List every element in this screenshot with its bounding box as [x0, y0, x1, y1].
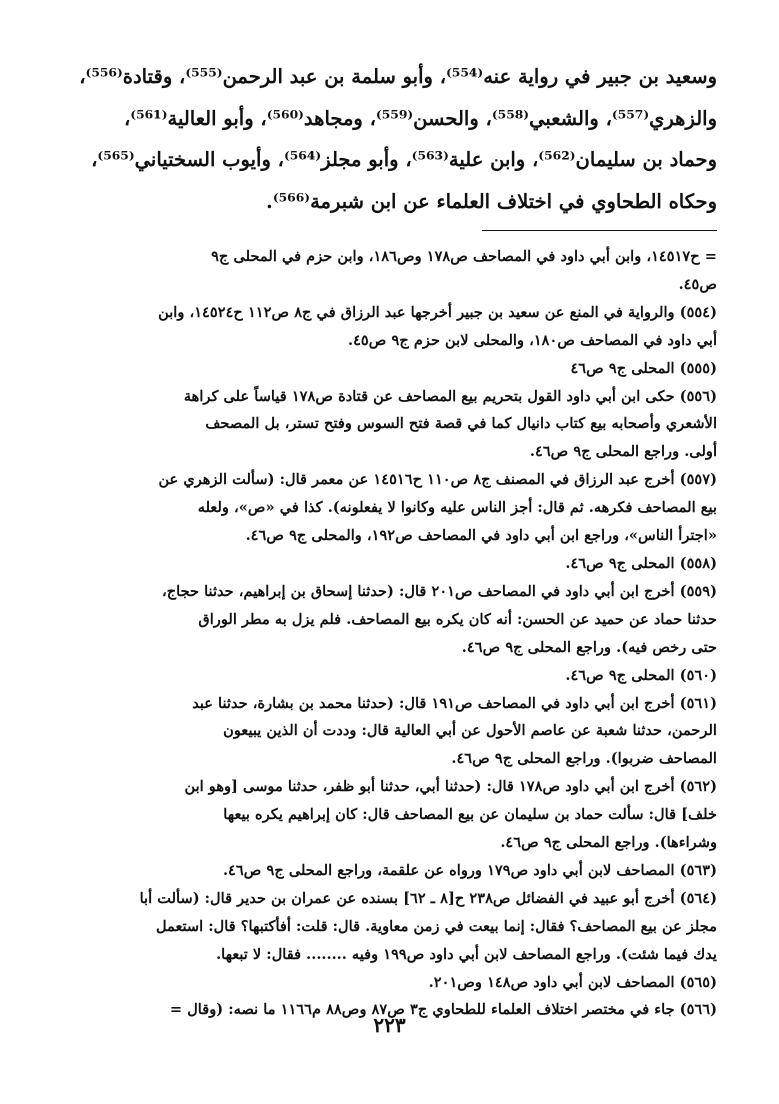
footnotes	[62, 243, 717, 1024]
footnote-line: (٥٦٠) المحلى ج٩ ص٤٦.	[565, 666, 717, 684]
footnote-line: (٥٥٦) حكى ابن أبي داود القول بتحريم بيع المصاحف عن قتادة ص١٧٨ قياساً على كراهة	[183, 387, 717, 405]
footnote-separator	[482, 230, 717, 231]
footnote-line: = ح١٤٥١٧، وابن أبي داود في المصاحف ص١٧٨ وص١٨٦، وابن حزم في المحلى ج٩	[211, 248, 717, 265]
footnote-line: (٥٦٥) المصاحف لابن أبي داود ص١٤٨ وص٢٠١.	[428, 973, 717, 991]
footnote-565	[62, 969, 717, 997]
footnote-556	[62, 383, 717, 467]
footnote-line: (٥٥٩) أخرج ابن أبي داود في المصاحف ص٢٠١ قال: (حدثنا إسحاق بن إبراهيم، حدثنا حجاج،	[162, 582, 717, 600]
main-text-line: وحكاه الطحاوي في اختلاف العلماء عن ابن شبرمة⁽⁵⁶⁶⁾.	[266, 189, 717, 213]
footnote-line: (٥٦٢) أخرج ابن أبي داود ص١٧٨ قال: (حدثنا أبي، حدثنا أبو ظفر، حدثنا موسى [وهو ابن	[184, 778, 717, 796]
footnote-554	[62, 299, 717, 355]
footnote-line: (٥٥٨) المحلى ج٩ ص٤٦.	[565, 554, 717, 572]
footnote-line: مجلز عن بيع المصاحف؟ فقال: إنما بيعت في زمن معاوية. قال: قلت: أفأكتبها؟ قال: استعمل	[156, 917, 717, 935]
main-text-line: وسعيد بن جبير في رواية عنه⁽⁵⁵⁴⁾، وأبو سلمة بن عبد الرحمن⁽⁵⁵⁵⁾، وقتادة⁽⁵⁵⁶⁾،	[79, 65, 717, 88]
footnote-line: الرحمن، حدثنا شعبة عن عاصم الأحول عن أبي العالية قال: وددت أن الذين يبيعون	[223, 722, 717, 740]
footnote-line: حدثنا حماد عن حميد عن الحسن: أنه كان يكره بيع المصاحف. فلم يزل به مطر الوراق	[198, 610, 717, 628]
footnote-line: الأشعري وأصحابه بيع كتاب دانيال كما في قصة فتح السوس وفتح تستر، بل المصحف	[205, 415, 717, 433]
footnote-line: أولى. وراجع المحلى ج٩ ص٤٦.	[529, 443, 717, 461]
footnote-line: (٥٥٤) والرواية في المنع عن سعيد بن جبير أخرجها عبد الرزاق في ج٨ ص١١٢ ح١٤٥٢٤، وابن	[158, 303, 717, 321]
footnote-line: المصاحف ضربوا). وراجع المحلى ج٩ ص٤٦.	[451, 750, 717, 768]
page-number: ٢٢٣	[373, 1013, 406, 1037]
footnote-line: بيع المصاحف فكرهه. ثم قال: أجز الناس عليه وكانوا لا يفعلونه). كذا في «ص»، ولعله	[197, 499, 717, 517]
main-text-line: وحماد بن سليمان⁽⁵⁶²⁾، وابن علية⁽⁵⁶³⁾، وأبو مجلز⁽⁵⁶⁴⁾، وأيوب السختياني⁽⁵⁶⁵⁾،	[91, 148, 717, 171]
footnote-line: «اجترأ الناس»، وراجع ابن أبي داود في المصاحف ص١٩٢، والمحلى ج٩ ص٤٦.	[245, 527, 717, 545]
footnote-564	[62, 885, 717, 969]
footnote-559	[62, 578, 717, 662]
footnote-line: خلف] قال: سألت حماد بن سليمان عن بيع المصاحف قال: كان إبراهيم يكره بيعها	[223, 806, 717, 824]
footnote-line: (٥٦١) أخرج ابن أبي داود في المصاحف ص١٩١ قال: (حدثنا محمد بن بشارة، حدثنا عبد	[192, 694, 717, 712]
footnote-line: (٥٦٣) المصاحف لابن أبي داود ص١٧٩ ورواه عن علقمة، وراجع المحلى ج٩ ص٤٦.	[222, 861, 717, 879]
book-page	[62, 0, 717, 1104]
footnote-561	[62, 690, 717, 774]
footnote-563	[62, 857, 717, 885]
footnote-557	[62, 466, 717, 550]
main-text	[62, 56, 717, 222]
footnote-558	[62, 550, 717, 578]
footnote-line: يدك فيما شئت). وراجع المصاحف لابن أبي داود ص١٩٩ وفيه ........ فقال: لا تبعها.	[216, 945, 717, 963]
footnote-line: (٥٥٧) أخرج عبد الرزاق في المصنف ج٨ ص١١٠ ح١٤٥١٦ عن معمر قال: (سألت الزهري عن	[158, 471, 717, 489]
footnote-560	[62, 662, 717, 690]
footnote-line: (٥٦٦) جاء في مختصر اختلاف العلماء للطحاوي ج٣ ص٨٧ وص٨٨ م١١٦٦ ما نصه: (وقال =	[169, 1001, 717, 1019]
footnote-555	[62, 355, 717, 383]
footnote-line: أبي داود في المصاحف ص١٨٠، والمحلى لابن حزم ج٩ ص٤٥.	[348, 331, 717, 349]
footnote-line: (٥٥٥) المحلى ج٩ ص٤٦	[570, 359, 717, 377]
footnote-562	[62, 773, 717, 857]
footnote-line: ص٤٥.	[678, 275, 717, 293]
footnote-line: (٥٦٤) أخرج أبو عبيد في الفضائل ص٢٣٨ ح[٨ ـ ٦٢] بسنده عن عمران بن حدير قال: (سألت أبا	[139, 889, 717, 907]
footnote-line: حتى رخص فيه). وراجع المحلى ج٩ ص٤٦.	[461, 638, 717, 656]
footnote-line: وشراءها). وراجع المحلى ج٩ ص٤٦.	[500, 834, 717, 852]
main-text-line: والزهري⁽⁵⁵⁷⁾، والشعبي⁽⁵⁵⁸⁾، والحسن⁽⁵⁵⁹⁾، ومجاهد⁽⁵⁶⁰⁾، وأبو العالية⁽⁵⁶¹⁾،	[123, 106, 717, 130]
footnote-continued	[62, 243, 717, 299]
